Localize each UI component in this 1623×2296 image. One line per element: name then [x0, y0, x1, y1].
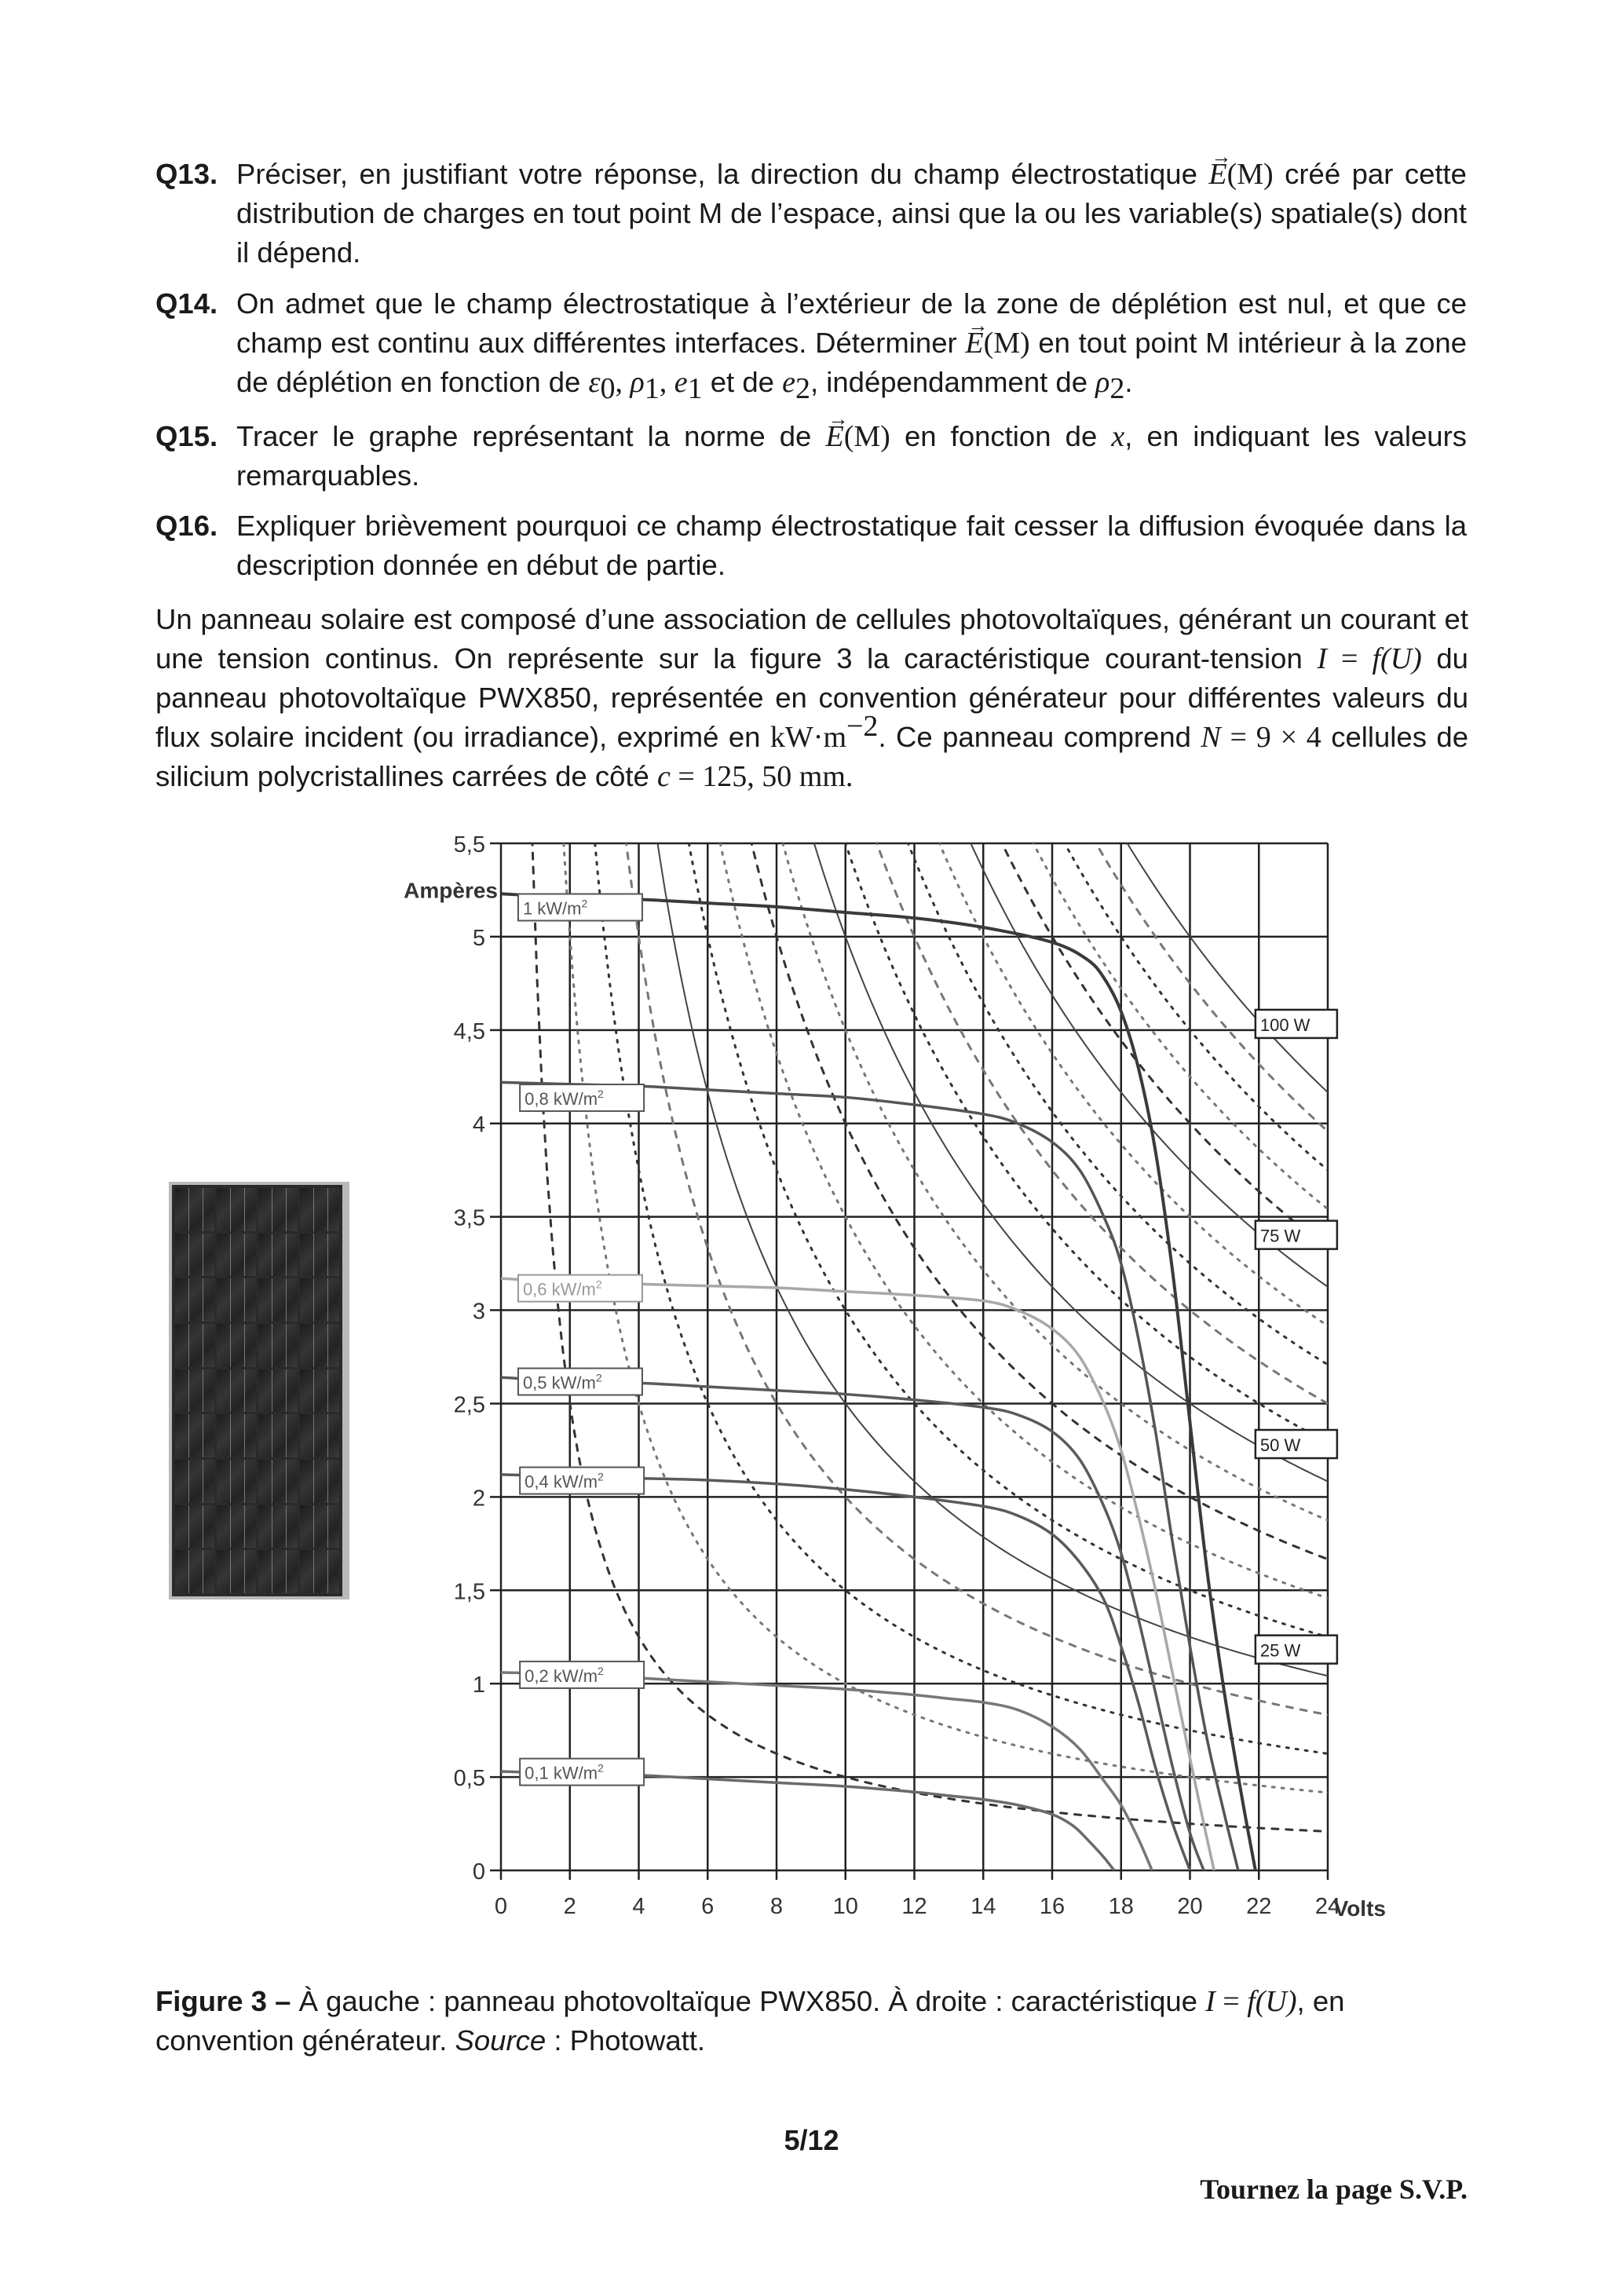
solar-cell: [175, 1369, 214, 1413]
x-tick-label: 22: [1246, 1894, 1272, 1919]
solar-cell: [217, 1234, 256, 1277]
svg-text:75 W: 75 W: [1259, 1226, 1301, 1246]
svg-text:0,8 kW/m2: 0,8 $kW/m^2$: [525, 1088, 604, 1110]
solar-cell: [300, 1234, 339, 1277]
svg-text:0,6 kW/m2: 0,6 $kW/m^2$: [522, 1278, 602, 1300]
solar-cells-grid: [175, 1188, 339, 1593]
power-label-100w: [1256, 1010, 1337, 1038]
y-tick-label: 2: [472, 1486, 485, 1512]
iso-power-curve-25w: [655, 824, 1342, 1679]
svg-text:50 W: 50 W: [1259, 1435, 1301, 1456]
irradiance-label: [518, 1369, 642, 1395]
iso-power-dotted-curve: [747, 824, 1341, 1564]
x-tick-label: 18: [1108, 1894, 1134, 1919]
x-tick-label: 20: [1177, 1894, 1203, 1919]
question-text: On admet que le champ électrostatique à l’extérieur de la zone de déplétion est nul, et que ce champ est continu aux différentes interfaces. Déterminer → E(M) en tout point M intérieur à la zone de déplétion en fonction de $\varepsilon_0$, $\rho_1$, $e_1$ et de $e_2$, indépendamment de $\rho_2$.: [236, 284, 1467, 402]
question-text: Expliquer brièvement pourquoi ce champ électrostatique fait cesser la diffusion évoquée dans la description donnée en début de partie.: [236, 510, 1467, 581]
iso-power-dotted-curve: [685, 824, 1342, 1641]
irradiance-label: [518, 1275, 642, 1302]
solar-cell: [217, 1278, 256, 1322]
irradiance-label: [518, 894, 642, 920]
y-tick-label: 0: [472, 1859, 485, 1885]
y-tick-label: 5: [472, 925, 485, 951]
turn-page-note: Tournez la page S.V.P.: [1200, 2174, 1468, 2205]
solar-cell: [175, 1188, 214, 1231]
x-tick-label: 24: [1314, 1894, 1341, 1919]
x-tick-label: 14: [971, 1894, 996, 1919]
solar-cell: [258, 1188, 298, 1231]
solar-panel-photo: [169, 1182, 349, 1600]
question-number: Q16.: [155, 510, 218, 542]
figure-caption: Figure 3 – À gauche : panneau photovoltaïque PWX850. À droite : caractéristique I = f(U), en convention générateur. Source : Photowatt.: [155, 1985, 1345, 2057]
y-tick-label: 3,5: [453, 1205, 485, 1231]
solar-cell: [217, 1460, 256, 1503]
solar-cell: [258, 1234, 298, 1277]
question-q15: [155, 417, 1467, 495]
vector-e: → E: [825, 417, 843, 456]
x-tick-label: 2: [563, 1894, 576, 1919]
solar-cell: [300, 1278, 339, 1322]
solar-cell: [217, 1550, 256, 1593]
question-text: Tracer le graphe représentant la norme de → E(M) en fonction de x, en indiquant les valeurs remarquables.: [236, 417, 1467, 495]
iso-power-dotted-curve: [1055, 824, 1344, 1183]
iso-power-dotted-curve: [594, 824, 1343, 1756]
solar-cell: [217, 1324, 256, 1367]
y-axis-title: Ampères: [404, 878, 498, 903]
solar-cell: [217, 1414, 256, 1457]
solar-cell: [175, 1460, 214, 1503]
solar-cell: [217, 1188, 256, 1231]
svg-text:1 kW/m2: 1 $kW/m^2$: [522, 897, 588, 919]
irradiance-label: [520, 1759, 644, 1786]
y-tick-label: 2,5: [453, 1392, 485, 1418]
svg-text:100 W: 100 W: [1259, 1015, 1310, 1035]
y-tick-label: 4,5: [453, 1018, 485, 1044]
solar-cell: [175, 1324, 214, 1367]
solar-cell: [175, 1278, 214, 1322]
question-q14: [155, 284, 1467, 405]
x-axis-title: Volts: [1333, 1896, 1386, 1921]
solar-cell: [175, 1550, 214, 1593]
x-tick-label: 10: [832, 1894, 858, 1919]
solar-cell: [258, 1369, 298, 1413]
svg-text:25 W: 25 W: [1259, 1640, 1301, 1661]
solar-cell: [175, 1234, 214, 1277]
solar-cell: [175, 1414, 214, 1457]
solar-cell: [258, 1460, 298, 1503]
svg-text:0,2 kW/m2: 0,2 $kW/m^2$: [525, 1664, 604, 1686]
solar-cell: [175, 1505, 214, 1548]
irradiance-label: [520, 1084, 644, 1111]
vector-e: → E: [1208, 155, 1226, 194]
y-tick-label: 1: [472, 1673, 485, 1698]
question-number: Q14.: [155, 287, 218, 320]
iv-characteristic-chart: [377, 817, 1390, 1971]
solar-cell: [300, 1414, 339, 1457]
question-text: Préciser, en justifiant votre réponse, la direction du champ électrostatique → E(M) créé par cette distribution de charges en tout point M de l’espace, ainsi que la ou les variable(s) spatiale(s) dont il dépend.: [236, 155, 1467, 272]
solar-cell: [217, 1505, 256, 1548]
solar-cell: [258, 1278, 298, 1322]
x-tick-label: 4: [632, 1894, 645, 1919]
question-q16: [155, 506, 1467, 585]
iso-power-dotted-curve: [870, 824, 1340, 1410]
y-tick-label: 0,5: [453, 1766, 485, 1792]
iv-curve: [501, 1377, 1204, 1870]
solar-cell: [258, 1550, 298, 1593]
x-tick-label: 16: [1039, 1894, 1066, 1919]
iso-power-dotted-curve: [778, 824, 1341, 1526]
solar-cell: [300, 1550, 339, 1593]
solar-cell: [258, 1324, 298, 1367]
svg-text:0,1 kW/m2: 0,1 $kW/m^2$: [525, 1761, 604, 1783]
y-tick-label: 5,5: [453, 832, 485, 857]
irradiance-label: [520, 1662, 644, 1688]
y-tick-label: 1,5: [453, 1579, 485, 1605]
y-tick-label: 4: [472, 1112, 485, 1138]
iso-power-curve-50w: [809, 824, 1341, 1487]
solar-cell: [300, 1324, 339, 1367]
solar-cell: [300, 1369, 339, 1413]
page-number: 5/12: [784, 2124, 839, 2156]
vector-e: → E: [965, 324, 983, 363]
irradiance-label: [520, 1468, 644, 1494]
power-label-75w: [1256, 1221, 1337, 1249]
question-number: Q15.: [155, 420, 218, 452]
x-tick-label: 8: [769, 1894, 784, 1919]
iv-curve: [501, 1771, 1114, 1870]
solar-cell: [300, 1188, 339, 1231]
solar-cell: [300, 1505, 339, 1548]
svg-text:0,4 kW/m2: 0,4 $kW/m^2$: [525, 1470, 604, 1492]
intro-paragraph: Un panneau solaire est composé d’une association de cellules photovoltaïques, générant un courant et une tension continus. On représente sur la figure 3 la caractéristique courant-tension I = f(U) du panneau photovoltaïque PWX850, représentée en convention générateur pour différentes valeurs du flux solaire incident (ou irradiance), exprimé en $kW\cdot m^{-2}$. Ce panneau comprend N = 9 × 4 cellules de silicium polycristallines carrées de côté c = 125, 50 mm.: [155, 603, 1468, 793]
iso-power-curve-100w: [1117, 824, 1344, 1106]
x-tick-label: 0: [494, 1894, 508, 1919]
x-tick-label: 12: [901, 1894, 927, 1919]
iso-power-dotted-curve: [931, 824, 1345, 1336]
solar-cell: [300, 1460, 339, 1503]
question-q13: [155, 155, 1467, 272]
x-tick-label: 6: [701, 1894, 715, 1919]
power-label-50w: [1256, 1430, 1337, 1458]
solar-cell: [217, 1369, 256, 1413]
y-tick-label: 3: [472, 1299, 485, 1325]
power-label-25w: [1256, 1636, 1337, 1664]
question-number: Q13.: [155, 158, 218, 190]
solar-cell: [258, 1414, 298, 1457]
svg-text:0,5 kW/m2: 0,5 $kW/m^2$: [522, 1371, 602, 1393]
solar-cell: [258, 1505, 298, 1548]
